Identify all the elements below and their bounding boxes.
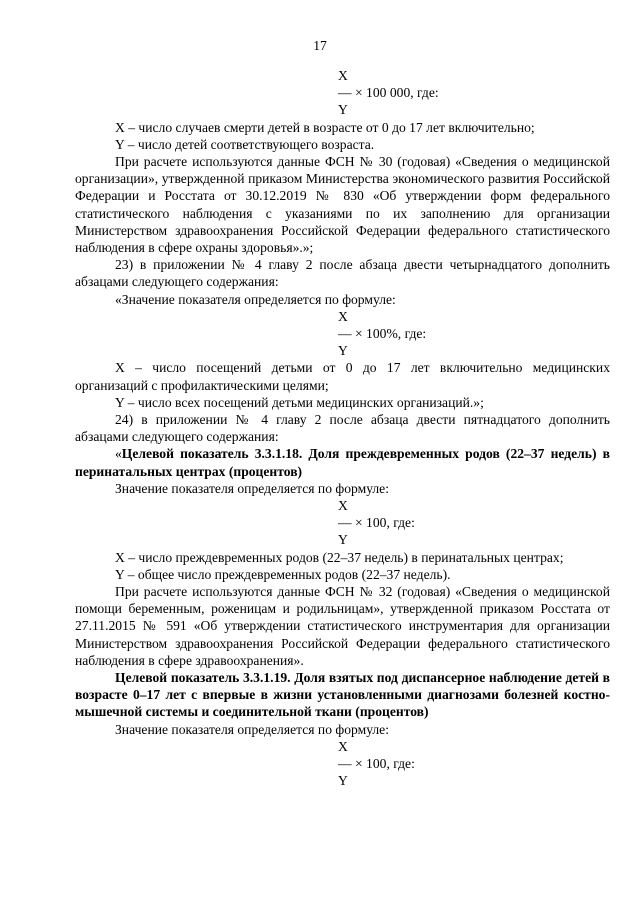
page-number: 17 [313, 38, 327, 53]
formula-2 [75, 308, 610, 360]
section-heading: Целевой показатель 3.3.1.19. Доля взятых под диспансерное наблюдение детей в возрасте 0–17 лет с впервые в жизни установленными диагнозами болезней костно-мышечной системы и соединительной ткани (процентов) [75, 669, 610, 720]
section-heading [75, 445, 610, 479]
formula-operator: — × 100, где: [338, 515, 415, 531]
formula-1 [75, 67, 610, 119]
formula-numerator: X [338, 68, 348, 83]
definition-x: X – число посещений детьми от 0 до 17 лет включительно медицинских организаций с профилактическими целями; [75, 360, 610, 393]
formula-denominator: Y [338, 343, 348, 359]
formula-4 [75, 738, 610, 790]
definition-y: Y – общее число преждевременных родов (22–37 недель). [115, 566, 451, 582]
formula-operator: — × 100, где: [338, 755, 415, 771]
formula-intro: Значение показателя определяется по формуле: [115, 721, 389, 737]
formula-numerator: X [338, 308, 348, 324]
list-item-23: 23) в приложении № 4 главу 2 после абзаца двести четырнадцатого дополнить абзацами следующего содержания: [75, 257, 610, 290]
formula-denominator: Y [338, 773, 348, 789]
formula-operator: — × 100%, где: [338, 325, 427, 341]
source-paragraph: При расчете используются данные ФСН № 32 (годовая) «Сведения о медицинской помощи беременным, роженицам и родильницам», утвержденной приказом Росстата от 27.11.2015 № 591 «Об утверждении статистического инструментария для организации Министерством здравоохранения Российской Федерации федерального статистического наблюдения в сфере здравоохранения». [75, 583, 610, 668]
formula-denominator: Y [338, 102, 348, 118]
formula-intro: «Значение показателя определяется по формуле: [115, 291, 396, 307]
formula-denominator: Y [338, 532, 348, 548]
heading-text: Целевой показатель 3.3.1.18. Доля преждевременных родов (22–37 недель) в перинатальных центрах (процентов) [75, 446, 610, 479]
source-paragraph: При расчете используются данные ФСН № 30 (годовая) «Сведения о медицинской организации», утвержденной приказом Министерства экономического развития Российской Федерации и Росстата от 30.12.2019 № 830 «Об утверждении форм федерального статистического наблюдения с указаниями по их заполнению для организации Министерством здравоохранения Российской Федерации федерального статистического наблюдения в сфере охраны здоровья».»; [75, 153, 610, 255]
opening-quote: « [115, 446, 122, 462]
formula-intro: Значение показателя определяется по формуле: [115, 480, 389, 496]
definition-y: Y – число всех посещений детьми медицинских организаций.»; [115, 394, 484, 410]
definition-x: X – число преждевременных родов (22–37 недель) в перинатальных центрах; [115, 549, 564, 565]
formula-operator: — × 100 000, где: [338, 85, 439, 101]
formula-numerator: X [338, 738, 348, 754]
formula-3 [75, 497, 610, 549]
list-item-24: 24) в приложении № 4 главу 2 после абзаца двести пятнадцатого дополнить абзацами следующего содержания: [75, 411, 610, 445]
formula-numerator: X [338, 497, 348, 513]
document-body [75, 67, 610, 789]
definition-x: X – число случаев смерти детей в возрасте от 0 до 17 лет включительно; [115, 119, 535, 135]
definition-y: Y – число детей соответствующего возраста. [115, 136, 375, 152]
